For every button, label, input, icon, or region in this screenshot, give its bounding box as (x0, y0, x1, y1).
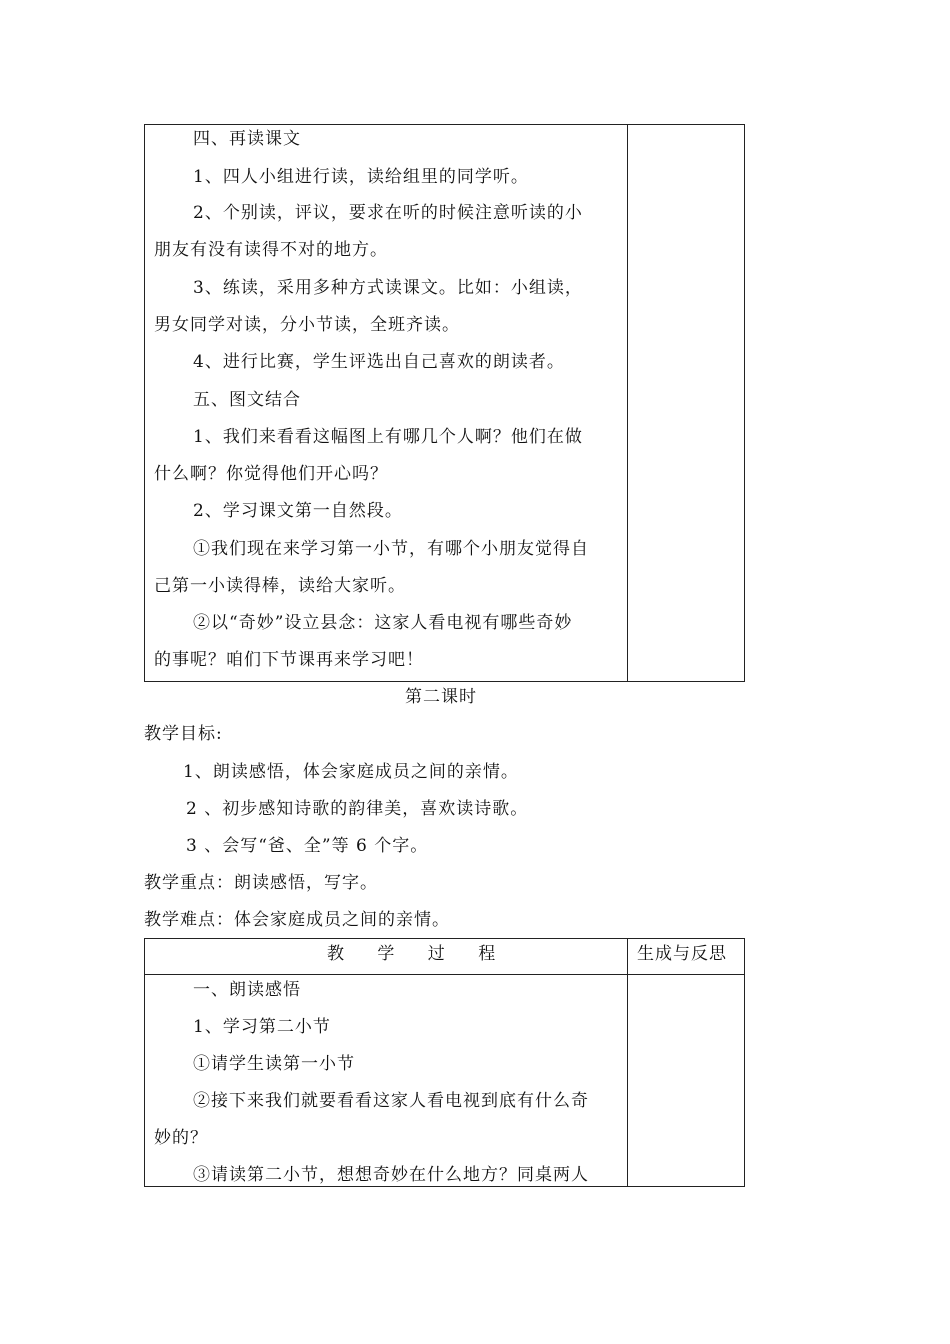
table2-line: 一、朗读感悟 (193, 980, 301, 1000)
header-process: 教 学 过 程 (327, 944, 510, 964)
table2-line: 妙的？ (154, 1128, 208, 1148)
table1-line: 4、进行比赛，学生评选出自己喜欢的朗读者。 (193, 352, 565, 372)
section-title: 第二课时 (405, 687, 477, 707)
table2-line: 1、学习第二小节 (193, 1017, 331, 1037)
table2-line: ③请读第二小节，想想奇妙在什么地方？同桌两人 (193, 1165, 589, 1185)
table1-line: 的事呢？咱们下节课再来学习吧！ (154, 650, 424, 670)
key-point: 教学重点：朗读感悟，写字。 (144, 873, 378, 893)
table1-line: 男女同学对读，分小节读，全班齐读。 (154, 315, 460, 335)
table1-line: 五、图文结合 (193, 390, 301, 410)
table1-line: 四、再读课文 (193, 129, 301, 149)
table1-line: 1、四人小组进行读，读给组里的同学听。 (193, 167, 529, 187)
objective-item: 2 、初步感知诗歌的韵律美，喜欢读诗歌。 (186, 799, 529, 819)
table1-line: 朋友有没有读得不对的地方。 (154, 240, 388, 260)
table1-line: 己第一小读得棒，读给大家听。 (154, 576, 406, 596)
difficulty: 教学难点：体会家庭成员之间的亲情。 (144, 910, 450, 930)
table1-line: 2、个别读，评议，要求在听的时候注意听读的小 (193, 203, 583, 223)
table-column-divider (627, 125, 628, 681)
table1-line: 1、我们来看看这幅图上有哪几个人啊？他们在做 (193, 427, 583, 447)
table1-line: 什么啊？你觉得他们开心吗？ (154, 464, 388, 484)
table2-line: ①请学生读第一小节 (193, 1054, 355, 1074)
table1-line: ②以“奇妙”设立县念：这家人看电视有哪些奇妙 (193, 613, 573, 633)
header-reflection: 生成与反思 (637, 944, 727, 964)
table1-line: 2、学习课文第一自然段。 (193, 501, 403, 521)
objective-item: 3 、会写“爸、全”等 6 个字。 (186, 836, 429, 856)
table-column-divider (627, 939, 628, 1186)
objectives-label: 教学目标: (144, 724, 223, 744)
objective-item: 1、朗读感悟，体会家庭成员之间的亲情。 (183, 762, 519, 782)
table-header-divider (145, 974, 744, 975)
table1-line: 3、练读，采用多种方式读课文。比如：小组读， (193, 278, 583, 298)
table1-line: ①我们现在来学习第一小节，有哪个小朋友觉得自 (193, 539, 589, 559)
table2-line: ②接下来我们就要看看这家人看电视到底有什么奇 (193, 1091, 589, 1111)
